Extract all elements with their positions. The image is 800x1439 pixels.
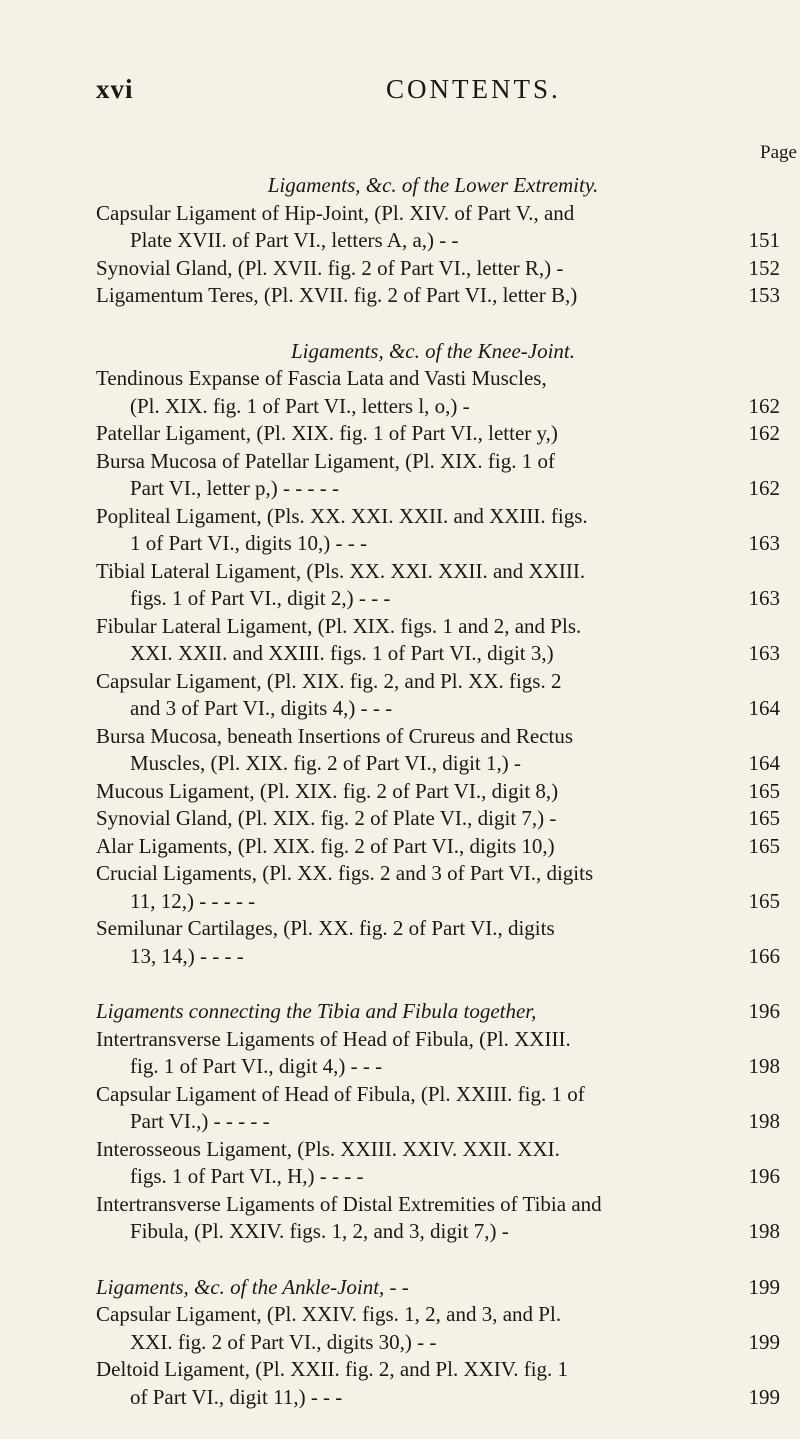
contents-entry — [96, 860, 780, 915]
running-head: CONTENTS. — [386, 74, 561, 104]
section-heading — [96, 1274, 780, 1302]
entry-line: Part VI., letter p,) - - - - - — [130, 476, 339, 500]
entry-page-number: 165 — [748, 778, 780, 803]
entry-page-number: 166 — [748, 943, 780, 968]
entry-page-number: 153 — [748, 283, 780, 307]
entry-line: Capsular Ligament, (Pl. XIX. fig. 2, and Pl. XX. figs. 2 — [96, 668, 562, 693]
entry-page-number: 163 — [748, 641, 780, 665]
section-heading-text: Ligaments, &c. of the Lower Extremity. — [267, 173, 599, 197]
contents-entry — [96, 613, 780, 668]
contents-entry — [96, 1081, 780, 1136]
contents-entry — [96, 448, 780, 503]
entry-page-number: 164 — [748, 751, 780, 775]
entry-page-number: 198 — [748, 1054, 780, 1078]
entry-line: Alar Ligaments, (Pl. XIX. fig. 2 of Part VI., digits 10,) — [96, 833, 555, 858]
entry-line: figs. 1 of Part VI., H,) - - - - — [130, 1164, 364, 1188]
section-heading-text: Ligaments connecting the Tibia and Fibula together, — [96, 999, 537, 1023]
contents-section — [96, 172, 780, 310]
contents-entry — [96, 915, 780, 970]
entry-page-number: 162 — [748, 476, 780, 500]
entry-line: Bursa Mucosa of Patellar Ligament, (Pl. XIX. fig. 1 of — [96, 448, 555, 473]
entry-page-number: 199 — [748, 1329, 780, 1354]
section-heading — [96, 172, 780, 200]
entry-line: Fibula, (Pl. XXIV. figs. 1, 2, and 3, digit 7,) - — [130, 1219, 509, 1243]
entry-line: Part VI.,) - - - - - — [130, 1109, 270, 1133]
entry-line: Capsular Ligament, (Pl. XXIV. figs. 1, 2, and 3, and Pl. — [96, 1302, 562, 1326]
entry-line: figs. 1 of Part VI., digit 2,) - - - — [130, 586, 391, 610]
entry-line: 1 of Part VI., digits 10,) - - - — [130, 531, 367, 555]
entry-line: Capsular Ligament of Head of Fibula, (Pl. XXIII. fig. 1 of — [96, 1081, 585, 1106]
contents-entry — [96, 723, 780, 778]
contents-entry — [96, 1136, 780, 1191]
entry-line: XXI. fig. 2 of Part VI., digits 30,) - - — [130, 1329, 437, 1354]
entry-line: Ligamentum Teres, (Pl. XVII. fig. 2 of Part VI., letter B,) — [96, 283, 578, 307]
contents-entry — [96, 503, 780, 558]
entry-line: Synovial Gland, (Pl. XIX. fig. 2 of Plate VI., digit 7,) - — [96, 806, 557, 830]
entry-line: Intertransverse Ligaments of Distal Extremities of Tibia and — [96, 1191, 602, 1216]
contents-entry — [96, 1191, 780, 1246]
entry-page-number: 198 — [748, 1219, 780, 1243]
contents-section — [96, 998, 780, 1246]
entry-page-number: 165 — [748, 888, 780, 913]
entry-line: Intertransverse Ligaments of Head of Fibula, (Pl. XXIII. — [96, 1026, 571, 1051]
entry-line: Fibular Lateral Ligament, (Pl. XIX. figs. 1 and 2, and Pls. — [96, 613, 582, 638]
entry-line: Tibial Lateral Ligament, (Pls. XX. XXI. XXII. and XXIII. — [96, 558, 586, 583]
section-heading-page: 199 — [748, 1274, 780, 1299]
page-column-label: Page — [760, 142, 797, 163]
contents-entry — [96, 365, 780, 420]
contents-entry — [96, 778, 780, 806]
entry-line: of Part VI., digit 11,) - - - — [130, 1384, 343, 1409]
entry-line: 11, 12,) - - - - - — [130, 888, 256, 913]
contents-entry — [96, 282, 780, 310]
section-heading-page: 196 — [748, 999, 780, 1023]
entry-line: Popliteal Ligament, (Pls. XX. XXI. XXII. and XXIII. figs. — [96, 503, 588, 528]
entry-page-number: 163 — [748, 586, 780, 610]
entry-page-number: 165 — [748, 833, 780, 858]
entry-line: Deltoid Ligament, (Pl. XXII. fig. 2, and Pl. XXIV. fig. 1 — [96, 1357, 569, 1381]
section-heading — [96, 338, 780, 366]
contents-entry — [96, 1026, 780, 1081]
contents-entry — [96, 668, 780, 723]
contents-list — [96, 172, 780, 1439]
entry-page-number: 151 — [748, 228, 780, 252]
entry-page-number: 162 — [748, 393, 780, 418]
entry-page-number: 162 — [748, 421, 780, 445]
entry-line: and 3 of Part VI., digits 4,) - - - — [130, 696, 393, 720]
contents-entry — [96, 420, 780, 448]
entry-line: Semilunar Cartilages, (Pl. XX. fig. 2 of Part VI., digits — [96, 916, 555, 940]
entry-line: Patellar Ligament, (Pl. XIX. fig. 1 of Part VI., letter y,) — [96, 421, 558, 445]
contents-entry — [96, 255, 780, 283]
entry-line: Capsular Ligament of Hip-Joint, (Pl. XIV. of Part V., and — [96, 200, 575, 225]
entry-line: Synovial Gland, (Pl. XVII. fig. 2 of Part VI., letter R,) - — [96, 255, 564, 280]
entry-line: 13, 14,) - - - - — [130, 943, 244, 968]
entry-line: Mucous Ligament, (Pl. XIX. fig. 2 of Part VI., digit 8,) — [96, 778, 559, 803]
contents-entry — [96, 1301, 780, 1356]
contents-entry — [96, 805, 780, 833]
entry-line: fig. 1 of Part VI., digit 4,) - - - — [130, 1054, 383, 1078]
contents-section — [96, 338, 780, 971]
section-heading-text: Ligaments, &c. of the Ankle-Joint, - - — [96, 1274, 409, 1299]
section-heading-text: Ligaments, &c. of the Knee-Joint. — [290, 338, 576, 363]
entry-line: Muscles, (Pl. XIX. fig. 2 of Part VI., digit 1,) - — [130, 751, 521, 775]
entry-page-number: 163 — [748, 531, 780, 555]
entry-page-number: 152 — [748, 255, 780, 280]
entry-page-number: 164 — [748, 696, 780, 720]
page-header — [0, 74, 800, 114]
entry-page-number: 199 — [748, 1384, 780, 1409]
entry-line: Crucial Ligaments, (Pl. XX. figs. 2 and 3 of Part VI., digits — [96, 861, 594, 885]
entry-line: Bursa Mucosa, beneath Insertions of Crureus and Rectus — [96, 723, 574, 748]
contents-entry — [96, 1356, 780, 1411]
entry-page-number: 196 — [748, 1164, 780, 1188]
entry-line: Interosseous Ligament, (Pls. XXIII. XXIV. XXII. XXI. — [96, 1136, 560, 1161]
entry-line: XXI. XXII. and XXIII. figs. 1 of Part VI., digit 3,) — [130, 641, 554, 665]
page-number: xvi — [96, 74, 134, 104]
contents-section — [96, 1274, 780, 1412]
entry-line: Plate XVII. of Part VI., letters A, a,) - - — [130, 228, 459, 252]
contents-entry — [96, 558, 780, 613]
contents-entry — [96, 200, 780, 255]
entry-page-number: 165 — [748, 806, 780, 830]
entry-line: Tendinous Expanse of Fascia Lata and Vasti Muscles, — [96, 366, 547, 390]
entry-line: (Pl. XIX. fig. 1 of Part VI., letters l, o,) - — [130, 393, 470, 418]
entry-page-number: 198 — [748, 1109, 780, 1133]
section-heading — [96, 998, 780, 1026]
contents-entry — [96, 833, 780, 861]
